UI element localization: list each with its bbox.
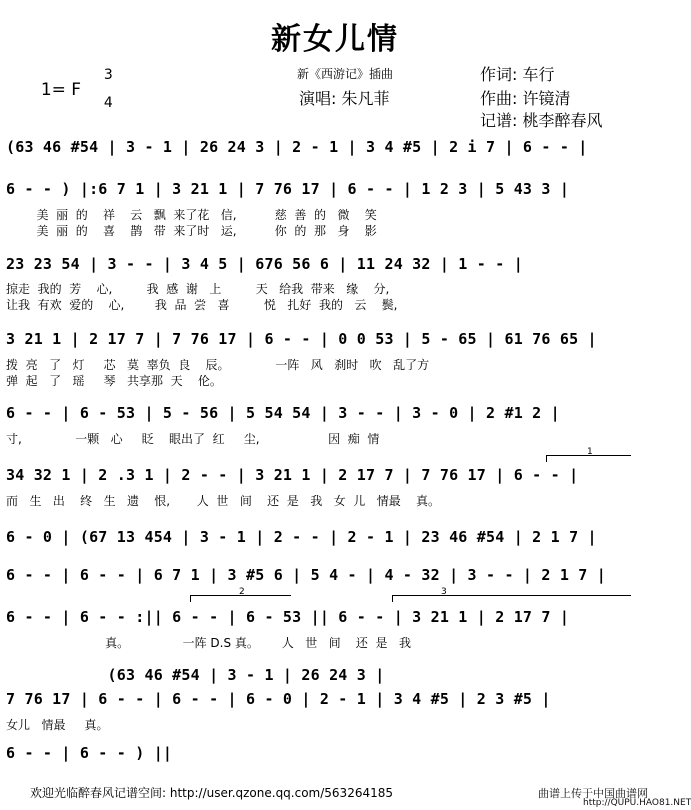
- score-line-8: 6 - - | 6 - - | 6 7 1 | 3 #5 6 | 5 4 - | 4 - 32 | 3 - - | 2 1 7 |: [6, 566, 606, 584]
- score-line-3: 23 23 54 | 3 - - | 3 4 5 | 676 56 6 | 11 24 32 | 1 - - |: [6, 255, 523, 273]
- score-line-9: 6 - - | 6 - - :|| 6 - - | 6 - 53 || 6 - - | 3 21 1 | 2 17 7 |: [6, 608, 570, 626]
- key-signature: [30, 60, 113, 120]
- lyrics-line-4a: 拨 亮 了 灯 芯 莫 辜负 良 辰。 一阵 风 刹时 吹 乱了方: [6, 358, 430, 372]
- score-line-10: 7 76 17 | 6 - - | 6 - - | 6 - 0 | 2 - 1 | 3 4 #5 | 2 3 #5 |: [6, 690, 551, 708]
- footer-left: 欢迎光临醉春风记谱空间: http://user.qzone.qq.com/563264185: [30, 786, 394, 800]
- score-line-6: 34 32 1 | 2 .3 1 | 2 - - | 3 21 1 | 2 17 7 | 7 76 17 | 6 - - |: [6, 466, 579, 484]
- lyrics-line-9: 真。 一阵 D.S 真。 人 世 间 还 是 我: [6, 636, 411, 650]
- lyrics-line-3a: 掠走 我的 芳 心, 我 感 谢 上 天 给我 带来 缘 分,: [6, 282, 390, 296]
- lyrics-line-2b: 美 丽 的 喜 鹊 带 来了时 运, 你 的 那 身 影: [6, 224, 377, 238]
- key-label: 1= F: [40, 80, 82, 100]
- transcriber: 记谱: 桃李醉春风: [480, 111, 603, 130]
- score-line-10-intro: (63 46 #54 | 3 - 1 | 26 24 3 |: [6, 666, 385, 684]
- score-line-2: 6 - - ) |:6 7 1 | 3 21 1 | 7 76 17 | 6 - - | 1 2 3 | 5 43 3 |: [6, 180, 570, 198]
- volta-3-label: 3: [441, 587, 447, 597]
- time-signature: [86, 54, 113, 124]
- lyrics-line-3b: 让我 有欢 爱的 心, 我 品 尝 喜 悦 扎好 我的 云 鬓,: [6, 298, 398, 312]
- volta-2-label: 2: [239, 587, 245, 597]
- subtitle: 新《西游记》插曲: [297, 67, 394, 81]
- volta-1-label: 1: [587, 447, 593, 457]
- lyrics-line-6: 而 生 出 终 生 遗 恨, 人 世 间 还 是 我 女 儿 情最 真。: [6, 494, 440, 508]
- time-sig-top: 3: [103, 67, 113, 83]
- score-line-4: 3 21 1 | 2 17 7 | 7 76 17 | 6 - - | 0 0 53 | 5 - 65 | 61 76 65 |: [6, 330, 597, 348]
- score-line-11: 6 - - | 6 - - ) ||: [6, 744, 173, 762]
- lyrics-line-5: 寸, 一颗 心 眨 眼出了 红 尘, 因 痴 情: [6, 432, 380, 446]
- lyrics-line-4b: 弹 起 了 瑶 琴 共享那 天 伦。: [6, 374, 222, 388]
- time-sig-bottom: 4: [103, 95, 113, 111]
- footer-right: 曲谱上传于中国曲谱网: [538, 787, 648, 800]
- composer: 作曲: 许镜清: [480, 89, 571, 108]
- volta-2: [190, 587, 291, 602]
- score-line-7: 6 - 0 | (67 13 454 | 3 - 1 | 2 - - | 2 - 1 | 23 46 #54 | 2 1 7 |: [6, 528, 597, 546]
- lyrics-line-2a: 美 丽 的 祥 云 飘 来了花 信, 慈 善 的 微 笑: [6, 208, 377, 222]
- singer: 演唱: 朱凡菲: [299, 89, 390, 108]
- footer-url: http://QUPU.HAO81.NET: [583, 798, 691, 808]
- lyrics-line-10: 女儿 情最 真。: [6, 718, 109, 732]
- volta-1: [546, 447, 631, 462]
- lyricist: 作词: 车行: [480, 65, 555, 84]
- volta-3: [392, 587, 631, 602]
- score-line-5: 6 - - | 6 - 53 | 5 - 56 | 5 54 54 | 3 - - | 3 - 0 | 2 #1 2 |: [6, 404, 560, 422]
- song-title: 新女儿情: [271, 22, 399, 57]
- score-line-1: (63 46 #54 | 3 - 1 | 26 24 3 | 2 - 1 | 3 4 #5 | 2 i 7 | 6 - - |: [6, 138, 588, 156]
